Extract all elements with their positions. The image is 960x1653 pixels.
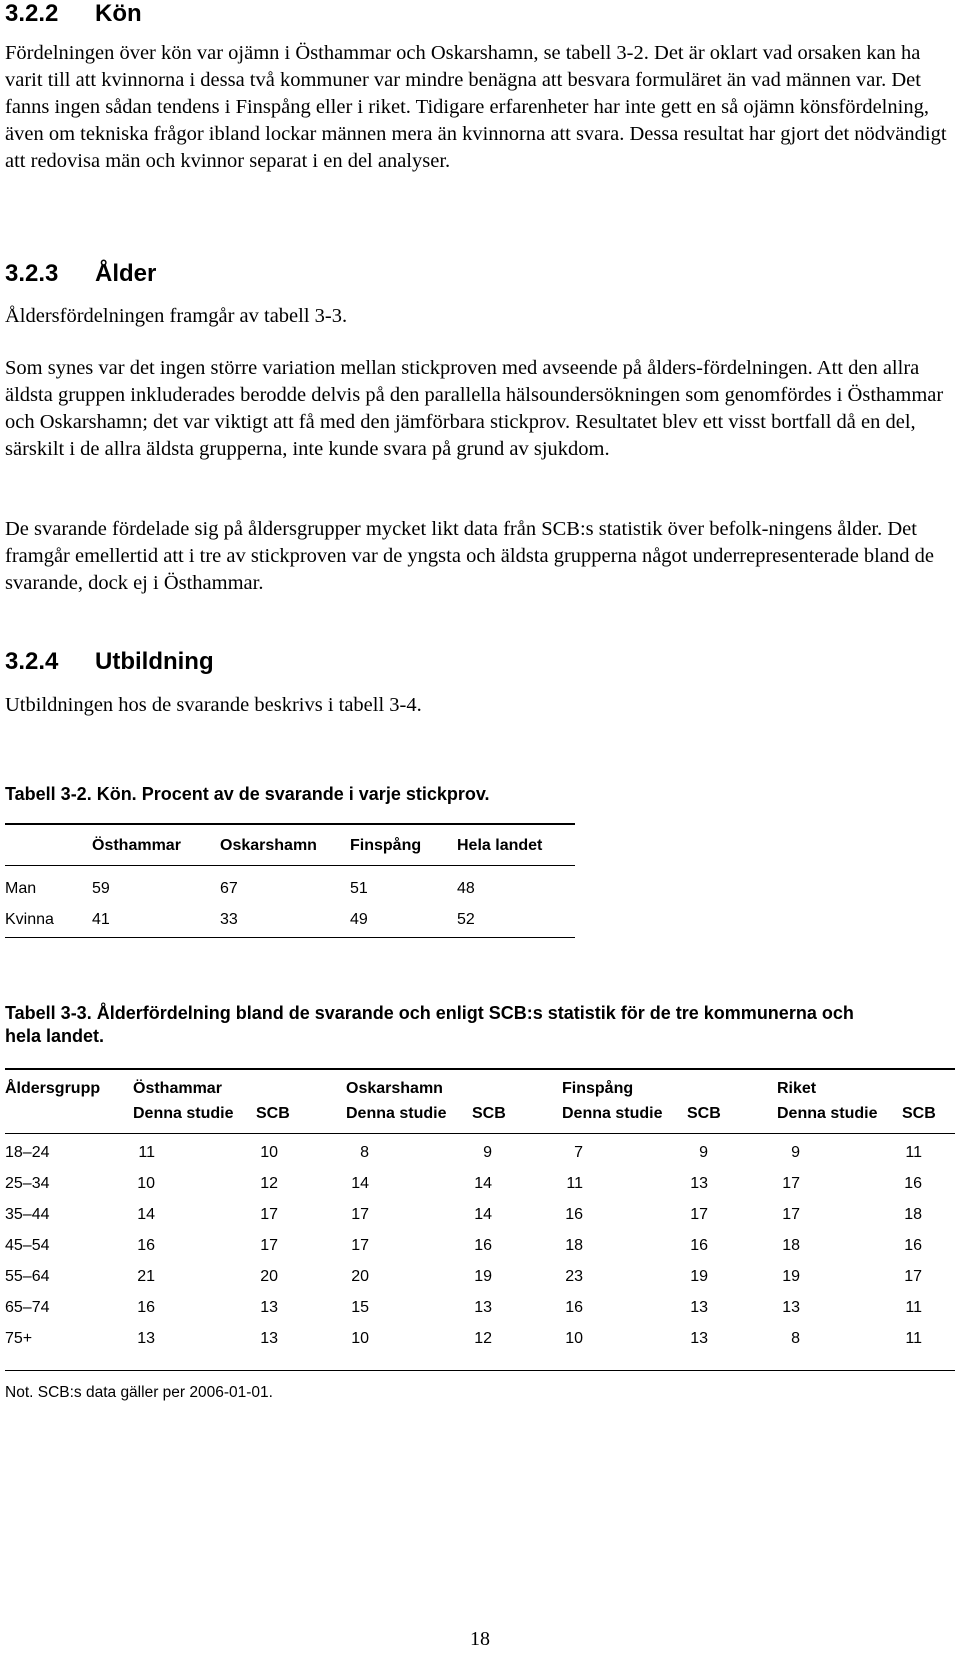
table-3-3-cell: 14: [474, 1175, 492, 1192]
table-3-3-cell: 17: [260, 1206, 278, 1223]
table-3-3-cell: 19: [690, 1268, 708, 1285]
paragraph-kon: Fördelningen över kön var ojämn i Östhammar och Oskarshamn, se tabell 3-2. Det är oklart vad orsaken kan ha varit till att kvinnorna i dessa två kommuner var mindre benägna att besvara formuläret än vad männen var. Det fanns ingen sådan tendens i Finspång eller i riket. Tidigare erfarenheter har inte gett en så ojämn könsfördelning, även om tekniska frågor ibland lockar männen mera än kvinnorna att svara. Dessa resultat har gjort det nödvändigt att redovisa män och kvinnor separat i en del analyser.: [5, 42, 947, 172]
table-3-2-header-rule: [5, 865, 575, 866]
section-number: 3.2.3: [5, 260, 59, 287]
table-3-3-cell: 10: [260, 1144, 278, 1161]
table-3-2-cell: 48: [457, 880, 475, 897]
table-3-3-cell: 17: [782, 1206, 800, 1223]
table-3-3-cell: 10: [351, 1330, 369, 1347]
table-3-3-cell: 17: [690, 1206, 708, 1223]
table-3-3-cell: 13: [690, 1299, 708, 1316]
table-3-2-top-rule: [5, 823, 575, 825]
table-3-3-row-label: 18–24: [5, 1144, 50, 1161]
table-3-3-caption: Tabell 3-3. Ålderfördelning bland de svarande och enligt SCB:s statistik för de tre kommunerna och hela landet.: [5, 1003, 854, 1046]
table-3-3-subheader-scb: SCB: [256, 1105, 290, 1122]
page-number: 18: [470, 1628, 490, 1650]
table-3-2-header: Hela landet: [457, 837, 543, 854]
table-3-3-subheader-scb: SCB: [472, 1105, 506, 1122]
table-3-3-cell: 17: [260, 1237, 278, 1254]
table-3-3-note: Not. SCB:s data gäller per 2006-01-01.: [5, 1384, 273, 1401]
table-3-3-cell: 13: [782, 1299, 800, 1316]
table-3-3-region-header: Oskarshamn: [346, 1080, 443, 1097]
table-3-3-cell: 20: [260, 1268, 278, 1285]
table-3-3-cell: 17: [782, 1175, 800, 1192]
table-3-3-cell: 17: [351, 1237, 369, 1254]
table-3-3-cell: 19: [474, 1268, 492, 1285]
table-3-2-row-label: Kvinna: [5, 911, 54, 928]
table-3-2-cell: 33: [220, 911, 238, 928]
table-3-3-cell: 18: [782, 1237, 800, 1254]
table-3-3-cell: 11: [566, 1175, 583, 1192]
table-3-3-cell: 11: [905, 1144, 922, 1161]
table-3-3-row-label: 25–34: [5, 1175, 50, 1192]
table-3-3-top-rule: [5, 1068, 955, 1070]
table-3-3-cell: 11: [138, 1144, 155, 1161]
table-3-2-header: Oskarshamn: [220, 837, 317, 854]
table-3-3-row-label: 75+: [5, 1330, 33, 1347]
section-heading-utbildning: [5, 648, 214, 676]
table-3-3-region-header: Riket: [777, 1080, 817, 1097]
table-3-2-caption: Tabell 3-2. Kön. Procent av de svarande i varje stickprov.: [5, 784, 490, 804]
table-3-3-group-header: Åldersgrupp: [5, 1080, 101, 1097]
table-3-2-cell: 41: [92, 911, 110, 928]
table-3-3-cell: 8: [360, 1144, 369, 1161]
table-3-3-cell: 9: [791, 1144, 800, 1161]
table-3-3-cell: 13: [260, 1330, 278, 1347]
table-3-2-cell: 49: [350, 911, 368, 928]
paragraph-alder-3: De svarande fördelade sig på åldersgrupper mycket likt data från SCB:s statistik över befolk-ningens ålder. Det framgår emellertid att i tre av stickproven var de yngsta och äldsta grupperna något underrepresenterade bland de svarande, dock ej i Östhammar.: [5, 518, 934, 594]
table-3-3-row-label: 35–44: [5, 1206, 50, 1223]
section-title: Kön: [95, 0, 142, 27]
table-3-3-cell: 9: [699, 1144, 708, 1161]
table-3-2-header: Finspång: [350, 837, 422, 854]
table-3-2-header: Östhammar: [92, 837, 181, 854]
table-3-3-cell: 13: [137, 1330, 155, 1347]
table-3-3-cell: 16: [904, 1175, 922, 1192]
table-3-2-cell: 52: [457, 911, 475, 928]
table-3-3-cell: 11: [905, 1299, 922, 1316]
table-3-3-cell: 12: [260, 1175, 278, 1192]
table-3-3-cell: 18: [904, 1206, 922, 1223]
table-3-3-cell: 16: [137, 1299, 155, 1316]
table-3-3-cell: 21: [137, 1268, 155, 1285]
section-number: 3.2.2: [5, 0, 59, 27]
table-3-3-row-label: 55–64: [5, 1268, 50, 1285]
section-title: Utbildning: [95, 648, 214, 675]
table-3-3-subheader-study: Denna studie: [346, 1105, 447, 1122]
table-3-2-cell: 59: [92, 880, 110, 897]
table-3-3-cell: 11: [905, 1330, 922, 1347]
table-3-3-cell: 13: [474, 1299, 492, 1316]
table-3-3-row-label: 45–54: [5, 1237, 50, 1254]
table-3-3-region-header: Finspång: [562, 1080, 634, 1097]
table-3-3-cell: 13: [260, 1299, 278, 1316]
table-3-3-cell: 20: [351, 1268, 369, 1285]
table-3-3-cell: 19: [782, 1268, 800, 1285]
paragraph-alder-1: Åldersfördelningen framgår av tabell 3-3.: [5, 305, 348, 327]
table-3-2-cell: 67: [220, 880, 238, 897]
table-3-3-cell: 12: [474, 1330, 492, 1347]
table-3-3-subheader-study: Denna studie: [562, 1105, 663, 1122]
table-3-3-cell: 7: [574, 1144, 583, 1161]
table-3-3-cell: 16: [474, 1237, 492, 1254]
table-3-3-cell: 16: [904, 1237, 922, 1254]
table-3-3-subheader-study: Denna studie: [777, 1105, 878, 1122]
table-3-3-region-header: Östhammar: [133, 1080, 222, 1097]
table-3-3-cell: 14: [137, 1206, 155, 1223]
table-3-3-cell: 13: [690, 1330, 708, 1347]
table-3-3-subheader-scb: SCB: [902, 1105, 936, 1122]
table-3-3-row-label: 65–74: [5, 1299, 50, 1316]
section-number: 3.2.4: [5, 648, 59, 675]
table-3-3-subheader-study: Denna studie: [133, 1105, 234, 1122]
table-3-3-cell: 16: [565, 1299, 583, 1316]
paragraph-utbildning: Utbildningen hos de svarande beskrivs i tabell 3-4.: [5, 694, 422, 716]
table-3-2-row-label: Man: [5, 880, 37, 897]
table-3-3-cell: 15: [351, 1299, 369, 1316]
paragraph-alder-2: Som synes var det ingen större variation mellan stickproven med avseende på ålders-fördelningen. Att den allra äldsta gruppen inkluderades berodde delvis på den parallella hälsoundersökningen som genomfördes i Östhammar och Oskarshamn; det var viktigt att få med den jämförbara stickprov. Resultatet blev ett visst bortfall då en del, särskilt i de allra äldsta grupperna, inte kunde svara på grund av sjukdom.: [5, 357, 944, 460]
table-3-3-cell: 13: [690, 1175, 708, 1192]
section-title: Ålder: [95, 260, 157, 287]
table-3-3-cell: 10: [565, 1330, 583, 1347]
table-3-3-cell: 14: [474, 1206, 492, 1223]
table-3-3-cell: 8: [791, 1330, 800, 1347]
table-3-3-cell: 10: [137, 1175, 155, 1192]
table-3-3-cell: 9: [483, 1144, 492, 1161]
table-3-3-cell: 16: [137, 1237, 155, 1254]
table-3-3-cell: 17: [904, 1268, 922, 1285]
section-heading-kon: [5, 0, 142, 28]
table-3-3-cell: 16: [565, 1206, 583, 1223]
table-3-3-cell: 14: [351, 1175, 369, 1192]
table-3-3-cell: 16: [690, 1237, 708, 1254]
table-3-3-header-rule: [5, 1133, 955, 1134]
table-3-3-cell: 17: [351, 1206, 369, 1223]
table-3-2-cell: 51: [350, 880, 368, 897]
table-3-3-subheader-scb: SCB: [687, 1105, 721, 1122]
section-heading-alder: [5, 260, 156, 288]
table-3-3-cell: 18: [565, 1237, 583, 1254]
table-3-3-cell: 23: [565, 1268, 583, 1285]
table-3-3-bottom-rule: [5, 1370, 955, 1371]
table-3-2-bottom-rule: [5, 937, 575, 938]
